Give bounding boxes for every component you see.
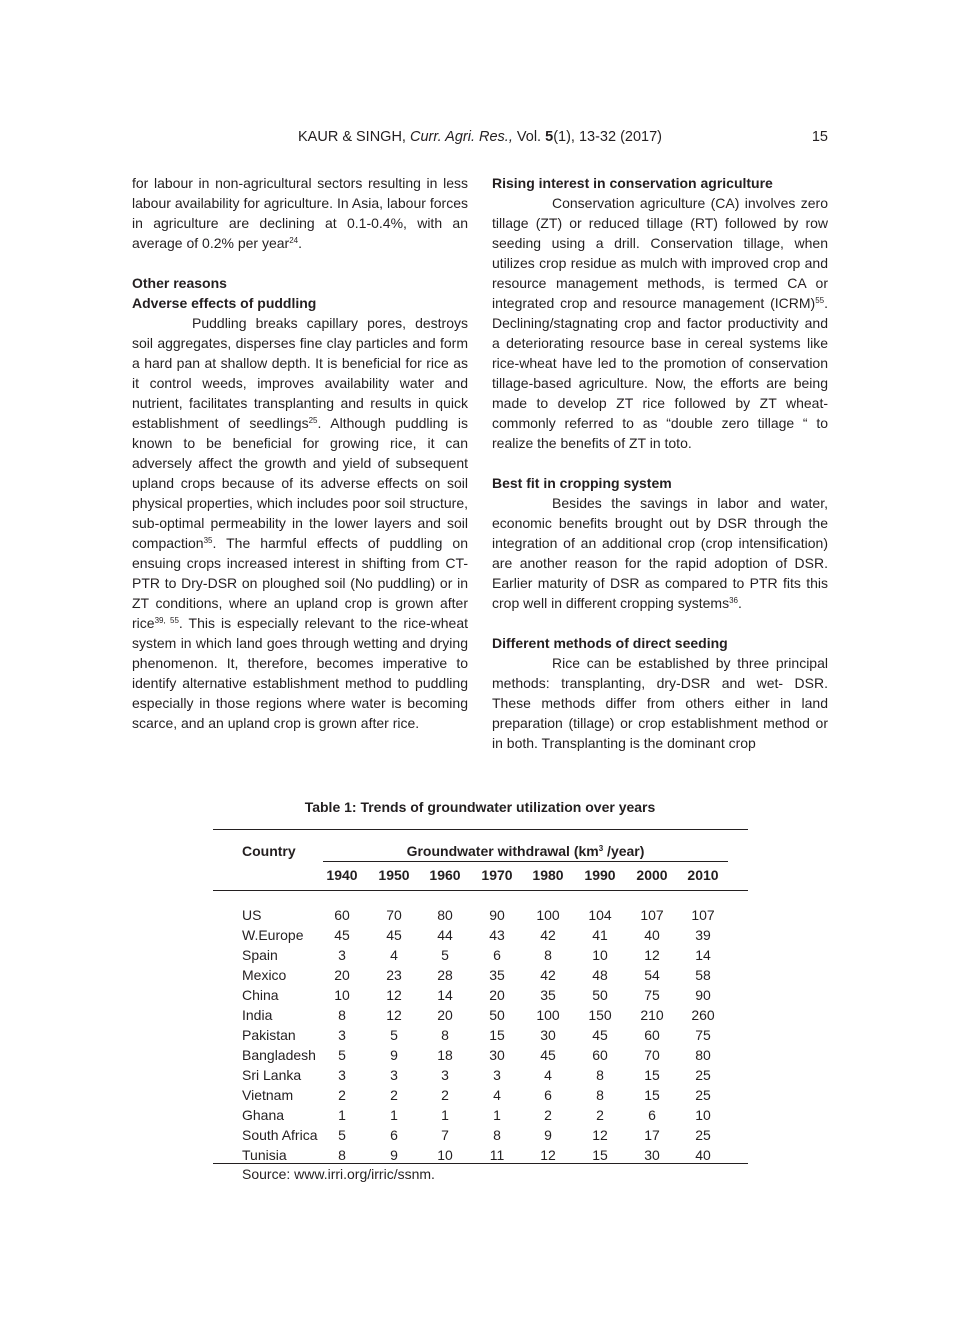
- table-cell: 30: [489, 1047, 505, 1063]
- table-cell: 30: [540, 1027, 556, 1043]
- table-cell: 1: [493, 1107, 501, 1123]
- table-cell: 5: [390, 1027, 398, 1043]
- year-header: 1970: [481, 867, 513, 883]
- table-cell: 5: [338, 1047, 346, 1063]
- paragraph-methods: Rice can be established by three principal methods: transplanting, dry-DSR and wet- DSR. These methods differ from others either in land preparation (tillage) or crop establishment method or in both. Transplanting is the dominant crop: [492, 655, 828, 751]
- paragraph-best-fit: Besides the savings in labor and water, economic benefits brought out by DSR through the integration of an additional crop (crop intensification) are another reason for the rapid adoption of DSR. Earlier maturity of DSR as compared to PTR fits this crop well in different cropping systems$^{36}$.: [492, 495, 828, 611]
- table-cell: 8: [544, 947, 552, 963]
- table-cell: 15: [489, 1027, 505, 1043]
- table-cell: 10: [334, 987, 350, 1003]
- running-title: [132, 129, 828, 145]
- year-header: 1960: [429, 867, 461, 883]
- header-issue-pages: (1), 13-32 (2017): [553, 129, 662, 145]
- table-row-country: Tunisia: [242, 1147, 287, 1163]
- citation: 24: [289, 236, 299, 245]
- table-cell: 43: [489, 927, 505, 943]
- header-bottom-rule: [213, 890, 748, 891]
- table-cell: 48: [592, 967, 608, 983]
- table-cell: 100: [536, 1007, 560, 1023]
- table-cell: 80: [695, 1047, 711, 1063]
- table-row-country: Pakistan: [242, 1027, 296, 1043]
- table-cell: 6: [648, 1107, 656, 1123]
- table-cell: 20: [437, 1007, 453, 1023]
- citation: 25: [308, 416, 318, 425]
- table-cell: 15: [592, 1147, 608, 1163]
- table-cell: 17: [644, 1127, 660, 1143]
- table-cell: 8: [596, 1067, 604, 1083]
- table-cell: 28: [437, 967, 453, 983]
- table-cell: 60: [592, 1047, 608, 1063]
- table-cell: 3: [338, 1027, 346, 1043]
- citation: 35: [203, 536, 213, 545]
- table-cell: 80: [437, 907, 453, 923]
- table-cell: 90: [489, 907, 505, 923]
- heading-best-fit: Best fit in cropping system: [492, 475, 672, 491]
- table-cell: 2: [390, 1087, 398, 1103]
- table-cell: 2: [441, 1087, 449, 1103]
- table-cell: 70: [386, 907, 402, 923]
- citation: 39, 55: [154, 616, 179, 625]
- table-cell: 6: [493, 947, 501, 963]
- table-cell: 45: [334, 927, 350, 943]
- year-header: 2000: [636, 867, 668, 883]
- table-cell: 3: [441, 1067, 449, 1083]
- table-cell: 40: [644, 927, 660, 943]
- table-cell: 45: [386, 927, 402, 943]
- table-cell: 8: [338, 1147, 346, 1163]
- table-row-country: China: [242, 987, 279, 1003]
- table-cell: 18: [437, 1047, 453, 1063]
- heading-direct-seeding-methods: Different methods of direct seeding: [492, 635, 728, 651]
- table-cell: 42: [540, 967, 556, 983]
- table-cell: 2: [338, 1087, 346, 1103]
- table-row-country: India: [242, 1007, 273, 1023]
- table-cell: 50: [489, 1007, 505, 1023]
- heading-other-reasons: Other reasons: [132, 275, 227, 291]
- table-cell: 70: [644, 1047, 660, 1063]
- table-cell: 4: [390, 947, 398, 963]
- table-cell: 6: [544, 1087, 552, 1103]
- table-cell: 75: [695, 1027, 711, 1043]
- table-cell: 8: [493, 1127, 501, 1143]
- table-cell: 10: [695, 1107, 711, 1123]
- table-cell: 20: [489, 987, 505, 1003]
- table-row-country: US: [242, 907, 262, 923]
- header-volume: 5: [545, 129, 554, 145]
- page-number: 15: [811, 129, 828, 145]
- table-cell: 3: [493, 1067, 501, 1083]
- table-cell: 2: [544, 1107, 552, 1123]
- table-cell: 3: [338, 947, 346, 963]
- table-cell: 41: [592, 927, 608, 943]
- table-cell: 35: [489, 967, 505, 983]
- year-header: 1950: [378, 867, 410, 883]
- table-cell: 100: [536, 907, 560, 923]
- table-cell: 90: [695, 987, 711, 1003]
- running-header: [132, 129, 828, 149]
- table-cell: 12: [386, 1007, 402, 1023]
- table-cell: 30: [644, 1147, 660, 1163]
- table-cell: 15: [644, 1067, 660, 1083]
- table-cell: 107: [691, 907, 715, 923]
- table-cell: 8: [596, 1087, 604, 1103]
- table-cell: 4: [493, 1087, 501, 1103]
- table-cell: 44: [437, 927, 453, 943]
- table-cell: 12: [592, 1127, 608, 1143]
- table-cell: 45: [540, 1047, 556, 1063]
- heading-puddling: Adverse effects of puddling: [132, 295, 317, 311]
- table-row-country: W.Europe: [242, 927, 304, 943]
- table-cell: 45: [592, 1027, 608, 1043]
- paragraph-labour: for labour in non-agricultural sectors resulting in less labour availability for agriculture. In Asia, labour forces in agriculture are declining at 0.1-0.4%, with an average of 0.2% per year$^{24}$.: [132, 175, 468, 251]
- table-row-country: Vietnam: [242, 1087, 294, 1103]
- paragraph-puddling: Puddling breaks capillary pores, destroys soil aggregates, disperses fine clay particles and form a hard pan at shallow depth. It is beneficial for rice as it control weeds, improves availability water and nutrient, facilitates transplanting and results in quick establishment of seedlings$^{25}$. Although puddling is known to be beneficial for growing rice, it can adversely affect the growth and yield of subsequent upland crops because of its adverse effects on soil physical properties, which includes poor soil structure, sub-optimal permeability in the lower layers and soil compaction$^{35}$. The harmful effects of puddling on ensuing crops increased interest in shifting from CT-PTR to Dry-DSR on ploughed soil (No puddling) or in ZT conditions, where an upland crop is grown after rice$^{39, 55}$. This is especially relevant to the rice-wheat system in which land goes through wetting and drying phenomenon. It, therefore, becomes imperative to identify alternative establishment method to puddling especially in those regions where water is becoming scarce, and an upland crop is grown after rice.: [132, 315, 468, 731]
- table-cell: 4: [544, 1067, 552, 1083]
- table-row-country: South Africa: [242, 1127, 318, 1143]
- table-cell: 25: [695, 1127, 711, 1143]
- table-cell: 35: [540, 987, 556, 1003]
- table-cell: 10: [592, 947, 608, 963]
- table-cell: 8: [441, 1027, 449, 1043]
- table-row-country: Spain: [242, 947, 278, 963]
- table-cell: 40: [695, 1147, 711, 1163]
- table-cell: 39: [695, 927, 711, 943]
- year-header: 1940: [326, 867, 358, 883]
- table-cell: 12: [540, 1147, 556, 1163]
- table-cell: 42: [540, 927, 556, 943]
- table-cell: 9: [544, 1127, 552, 1143]
- table-cell: 3: [390, 1067, 398, 1083]
- paragraph-conservation: Conservation agriculture (CA) involves zero tillage (ZT) or reduced tillage (RT) followed by row seeding using a drill. Conservation tillage, when utilizes crop residue as mulch with improved crop and resource management methods, is termed CA or integrated crop and resource management (ICRM)$^{55}$. Declining/stagnating crop and factor productivity and a deteriorating resource base in cereal systems like rice-wheat have led to the promotion of conservation tillage-based agriculture. Now, the efforts are being made to develop ZT rice followed by ZT wheat- commonly referred to as “double zero tillage “ to realize the benefits of ZT in toto.: [492, 195, 828, 451]
- table-cell: 60: [644, 1027, 660, 1043]
- table-cell: 25: [695, 1067, 711, 1083]
- table-source: Source: www.irri.org/irric/ssnm.: [242, 1166, 435, 1182]
- table-cell: 107: [640, 907, 664, 923]
- header-subrule: [323, 861, 728, 862]
- table-cell: 12: [386, 987, 402, 1003]
- right-column: [492, 173, 828, 753]
- header-authors: KAUR & SINGH,: [298, 129, 410, 145]
- table-caption: Table 1: Trends of groundwater utilization over years: [304, 799, 656, 815]
- table-cell: 15: [644, 1087, 660, 1103]
- citation: 55: [815, 296, 825, 305]
- table-cell: 54: [644, 967, 660, 983]
- table-cell: 12: [644, 947, 660, 963]
- table-cell: 58: [695, 967, 711, 983]
- table-row-country: Ghana: [242, 1107, 285, 1123]
- table-cell: 1: [338, 1107, 346, 1123]
- header-vol-prefix: Vol.: [512, 129, 546, 145]
- table-top-rule: [213, 829, 748, 830]
- table-cell: 75: [644, 987, 660, 1003]
- table-cell: 6: [390, 1127, 398, 1143]
- year-header: 1990: [584, 867, 616, 883]
- year-header: 1980: [532, 867, 564, 883]
- table-cell: 8: [338, 1007, 346, 1023]
- table-cell: 60: [334, 907, 350, 923]
- left-column: [132, 173, 468, 733]
- table-cell: 7: [441, 1127, 449, 1143]
- withdrawal-header: Groundwater withdrawal ($km^3$ /year): [406, 843, 645, 859]
- table-cell: 210: [640, 1007, 664, 1023]
- table-cell: 10: [437, 1147, 453, 1163]
- table-cell: 5: [338, 1127, 346, 1143]
- table-cell: 1: [390, 1107, 398, 1123]
- table-row-country: Bangladesh: [242, 1047, 316, 1063]
- year-header: 2010: [687, 867, 719, 883]
- table-cell: 5: [441, 947, 449, 963]
- heading-conservation-agriculture: Rising interest in conservation agriculture: [492, 175, 773, 191]
- table-cell: 3: [338, 1067, 346, 1083]
- table-cell: 2: [596, 1107, 604, 1123]
- table-cell: 104: [588, 907, 612, 923]
- table-cell: 50: [592, 987, 608, 1003]
- table-cell: 20: [334, 967, 350, 983]
- table-cell: 14: [695, 947, 711, 963]
- table-cell: 260: [691, 1007, 715, 1023]
- table-cell: 9: [390, 1047, 398, 1063]
- table-cell: 25: [695, 1087, 711, 1103]
- table-cell: 150: [588, 1007, 612, 1023]
- table-cell: 9: [390, 1147, 398, 1163]
- table-cell: 14: [437, 987, 453, 1003]
- table-cell: 23: [386, 967, 402, 983]
- citation: 36: [729, 596, 738, 605]
- table-row-country: Mexico: [242, 967, 287, 983]
- table-cell: 11: [489, 1147, 505, 1163]
- table-row-country: Sri Lanka: [242, 1067, 302, 1083]
- header-journal: Curr. Agri. Res.,: [410, 129, 513, 145]
- country-header: Country: [242, 843, 296, 859]
- table-cell: 1: [441, 1107, 449, 1123]
